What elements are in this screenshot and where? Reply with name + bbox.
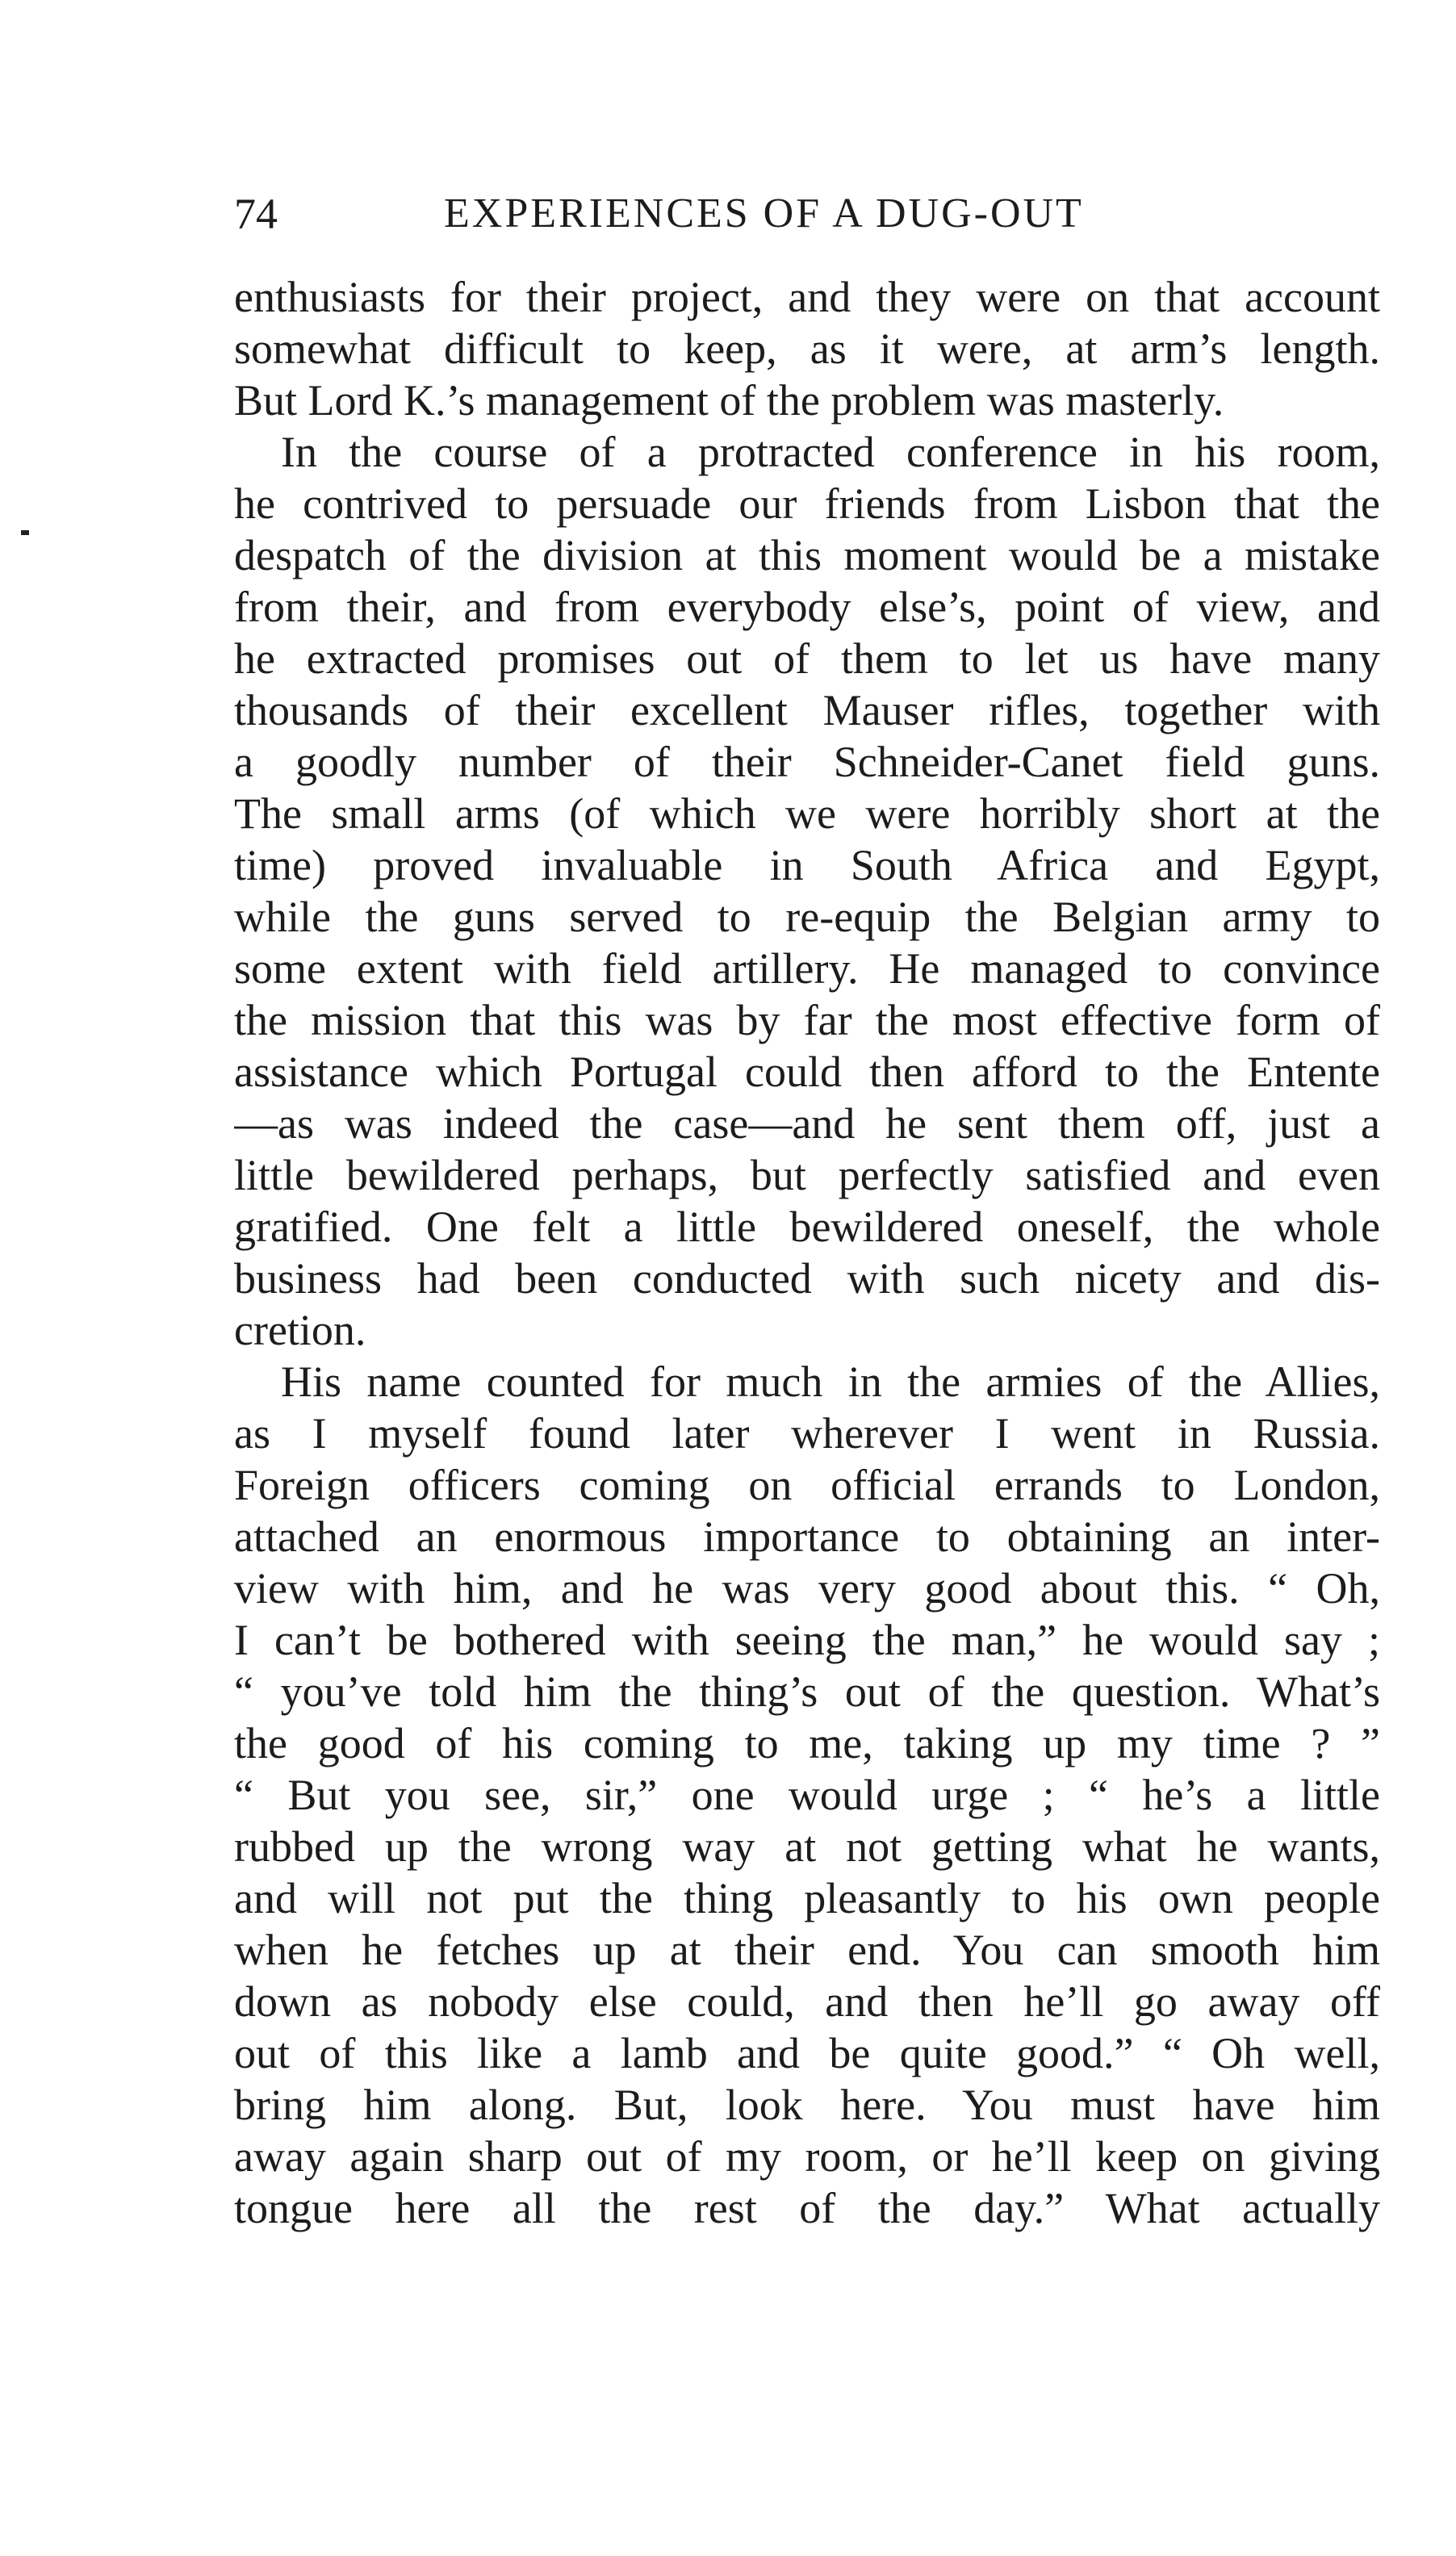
text-line: But Lord K.’s management of the problem was masterly. [234, 376, 1224, 425]
text-line: view with him, and he was very good about this. “ Oh, [234, 1564, 1380, 1613]
text-line: some extent with field artillery. He managed to convince [234, 944, 1380, 993]
text-line: little bewildered perhaps, but perfectly satisfied and even [234, 1151, 1380, 1199]
page-number: 74 [234, 190, 278, 238]
text-line: down as nobody else could, and then he’ll go away off [234, 1977, 1380, 2026]
text-line: gratified. One felt a little bewildered oneself, the whole [234, 1203, 1380, 1251]
text-line: In the course of a protracted conference in his room, [281, 428, 1380, 476]
text-line: assistance which Portugal could then afford to the Entente [234, 1048, 1380, 1096]
text-line: I can’t be bothered with seeing the man,” he would say ; [234, 1616, 1380, 1664]
text-line: time) proved invaluable in South Africa and Egypt, [234, 841, 1380, 889]
text-line: when he fetches up at their end. You can smooth him [234, 1926, 1380, 1974]
body-text [234, 271, 1380, 2234]
text-line: rubbed up the wrong way at not getting what he wants, [234, 1822, 1380, 1871]
running-title: EXPERIENCES OF A DUG-OUT [444, 190, 1084, 236]
text-line: out of this like a lamb and be quite good.” “ Oh well, [234, 2029, 1380, 2077]
running-head [234, 186, 1380, 242]
text-line: he contrived to persuade our friends from Lisbon that the [234, 479, 1380, 528]
text-line: the good of his coming to me, taking up my time ? ” [234, 1719, 1380, 1767]
text-line: thousands of their excellent Mauser rifles, together with [234, 686, 1380, 734]
text-line: attached an enormous importance to obtaining an inter- [234, 1512, 1380, 1561]
text-line: he extracted promises out of them to let us have many [234, 634, 1380, 683]
text-line: tongue here all the rest of the day.” What actually [234, 2184, 1380, 2232]
text-line: cretion. [234, 1306, 366, 1354]
text-line: a goodly number of their Schneider-Canet field guns. [234, 738, 1380, 786]
text-line: away again sharp out of my room, or he’ll keep on giving [234, 2132, 1380, 2181]
text-line: and will not put the thing pleasantly to his own people [234, 1874, 1380, 1922]
text-line: His name counted for much in the armies of the Allies, [281, 1357, 1380, 1406]
text-line: Foreign officers coming on official errands to London, [234, 1461, 1380, 1509]
text-line: The small arms (of which we were horribly short at the [234, 789, 1380, 838]
text-line: business had been conducted with such nicety and dis- [234, 1254, 1380, 1303]
text-line: —as was indeed the case—and he sent them off, just a [234, 1099, 1380, 1148]
text-line: despatch of the division at this moment would be a mistake [234, 531, 1380, 579]
text-line: while the guns served to re-equip the Belgian army to [234, 893, 1380, 941]
text-line: bring him along. But, look here. You must have him [234, 2081, 1380, 2129]
text-line: “ you’ve told him the thing’s out of the question. What’s [234, 1667, 1380, 1716]
text-line: the mission that this was by far the most effective form of [234, 996, 1380, 1044]
text-line: somewhat difficult to keep, as it were, at arm’s length. [234, 324, 1380, 373]
text-line: “ But you see, sir,” one would urge ; “ he’s a little [234, 1771, 1380, 1819]
scan-speck [21, 530, 29, 535]
text-line: enthusiasts for their project, and they were on that account [234, 273, 1380, 321]
text-line: as I myself found later wherever I went in Russia. [234, 1409, 1380, 1458]
text-line: from their, and from everybody else’s, point of view, and [234, 583, 1380, 631]
